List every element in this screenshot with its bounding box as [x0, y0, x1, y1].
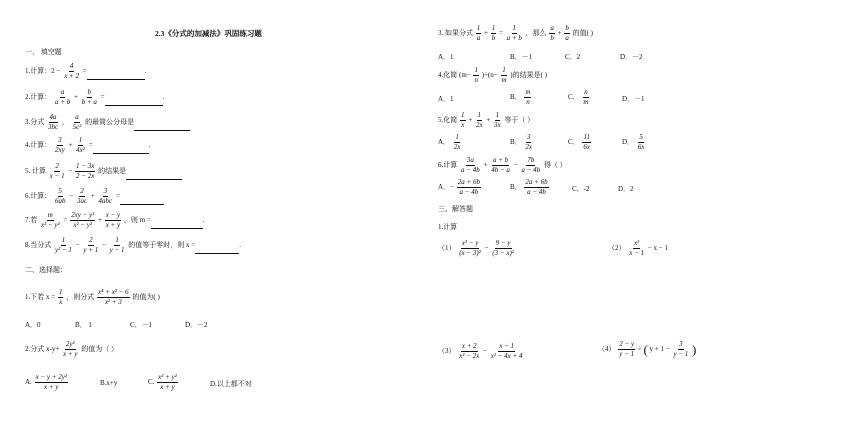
answer-blank	[126, 173, 182, 180]
question-2: 2.计算： $\frac{a}{a + b}$ + $\frac{b}{b + a}$ = .	[25, 88, 165, 106]
fraction: $\frac{1}{x}$	[58, 288, 63, 306]
fraction: $\frac{3}{y - 1}$	[673, 340, 689, 358]
choice-5-option-b: B． $\frac{3}{2x}$	[510, 133, 533, 151]
fraction: $\frac{x - y}{x + y}$	[105, 211, 121, 229]
choice-2-option-b: B.x+y	[100, 379, 118, 387]
choice-6-option-b: B． $\frac{2a + 6b}{a - 4b}$	[510, 178, 548, 196]
answer-blank	[120, 198, 164, 205]
choice-5-option-d: D． $\frac{5}{6x}$	[622, 133, 645, 151]
fraction: $\frac{m}{n}$	[525, 88, 531, 106]
answer-blank	[87, 73, 145, 80]
choice-2-option-c: C. $\frac{\text{x² + y²}}{x + y}$	[148, 373, 177, 391]
choice-4-option-c: C． $\frac{n}{m}$	[568, 88, 589, 106]
choice-2-option-d: D.以上都不对	[210, 380, 252, 388]
fraction: $\frac{\text{x²}}{x - 1}$	[629, 239, 645, 257]
choice-4-option-d: D．－1	[622, 95, 645, 103]
question-8: 8.当分式 $\frac{1}{\text{y² − 1}}$ − $\frac{2}{y + 1}$ − $\frac{1}{y - 1}$ 的值等于零时，则 x = .	[25, 236, 241, 254]
fraction: $\frac{1}{2x}$	[453, 133, 461, 151]
fraction: $\frac{1}{y - 1}$	[109, 236, 125, 254]
fraction: $\frac{a}{\text{5c²}}$	[72, 113, 82, 131]
fraction: $\frac{\text{2xy − y²}}{\text{x² − y²}}$	[71, 211, 95, 229]
section-answer-questions: 三、解答题	[438, 205, 473, 213]
choice-3-option-d: D．－2	[620, 53, 643, 61]
fraction: $\frac{1}{\text{y² − 1}}$	[55, 236, 72, 254]
fraction: $\frac{1}{3x}$	[494, 111, 501, 129]
fraction: $\frac{b}{a}$	[565, 24, 569, 42]
choice-5-option-c: C． $\frac{11}{6x}$	[568, 133, 591, 151]
section-multiple-choice: 二、选择题：	[25, 266, 67, 274]
fraction: $\frac{1}{a}$	[476, 24, 481, 42]
choice-2-option-a: A. $\frac{\text{x − y + 2y²}}{x + y}$	[25, 373, 67, 391]
choice-question-5: 5.化简 $\frac{1}{x}$ + $\frac{1}{2x}$ + $\frac{1}{3x}$ 等于（ ）	[438, 111, 535, 129]
fraction: $\frac{1}{n}$	[474, 66, 478, 84]
problem-3: （3） $\frac{x + 2}{\text{x² − 2x}}$ − $\frac{x - 1}{\text{x² − 4x + 4}}$	[438, 342, 523, 360]
fraction: $\frac{2}{y + 1}$	[83, 236, 99, 254]
fraction: $\frac{\text{x − y + 2y²}}{x + y}$	[35, 373, 67, 391]
fraction: $\frac{3}{2x}$	[525, 133, 533, 151]
question-6: 6.计算： $\frac{5}{6ab}$ − $\frac{2}{3ac}$ + $\frac{3}{\text{4abc}}$ =	[25, 188, 164, 205]
choice-4-option-b: B． $\frac{m}{n}$	[510, 88, 531, 106]
fraction: $\frac{x - 1}{\text{x² − 4x + 4}}$	[490, 342, 523, 360]
fraction: $\frac{3a}{a - 4b}$	[461, 156, 480, 174]
fraction: $\frac{1}{a + b}$	[506, 24, 522, 42]
question-7: 7.若 $\frac{m}{\text{x² − y²}}$ = $\frac{\text{2xy − y²}}{\text{x² − y²}}$ + $\frac{x - y}{x + y}$ ，则 m = .	[25, 211, 205, 229]
fraction: $\frac{1}{\text{4x²}}$	[76, 136, 85, 154]
choice-4-option-a: A．1	[438, 95, 454, 103]
answer-blank	[151, 222, 203, 229]
choice-3-option-c: C．2	[565, 53, 581, 61]
choice-6-option-c: C．-2	[572, 185, 590, 193]
fraction: $\frac{2}{3ac}$	[76, 187, 88, 205]
question-5: 5. 计算 $\frac{2}{x - 1}$ − $\frac{1 - 3x}{2 - 2x}$ 的结果是	[25, 163, 182, 180]
question-4: 4.计算： $\frac{3}{2xy}$ + $\frac{1}{\text{4x²}}$ = .	[25, 136, 151, 154]
choice-3-option-b: B．－1	[510, 53, 533, 61]
choice-question-3: 3. 如果分式 $\frac{1}{a}$ + $\frac{1}{b}$ = $\frac{1}{a + b}$ ，那么 $\frac{a}{b}$ + $\frac{b}{a}$ 的值( )	[438, 24, 594, 42]
section-fill-blank: 一、 填空题	[25, 48, 62, 56]
fraction: $\frac{1}{b}$	[491, 24, 496, 42]
problem-1: （1） $\frac{\text{x² − y}}{\text{(x − 3)²}}$ − $\frac{9 - y}{\text{(3 − x)²}}$	[438, 239, 514, 257]
answer-blank	[195, 247, 239, 254]
fraction: $\frac{1}{x}$	[461, 111, 465, 129]
fraction: $\frac{1}{m}$	[501, 66, 507, 84]
choice-1-option-a: A．0	[25, 321, 41, 329]
fraction: $\frac{\text{2y²}}{x + y}$	[63, 340, 78, 358]
fraction: $\frac{a + b}{4b - a}$	[491, 156, 510, 174]
fraction: $\frac{7b}{a - 4b}$	[521, 156, 541, 174]
problem-2: （2） $\frac{\text{x²}}{x - 1}$ − x − 1	[608, 239, 668, 257]
fraction: $\frac{b}{b + a}$	[81, 88, 97, 106]
fraction: $\frac{2a + 6b}{a - 4b}$	[525, 178, 548, 196]
fraction: $\frac{2}{x - 1}$	[49, 162, 65, 180]
page-title: 2.3《分式的加减法》巩固练习题	[155, 29, 262, 38]
answer-blank	[134, 124, 190, 131]
fraction: $\frac{2a + 6b}{a - 4b}$	[457, 178, 480, 196]
fraction: $\frac{\text{x² + y²}}{x + y}$	[158, 373, 177, 391]
answer-blank	[93, 147, 149, 154]
fraction: $\frac{n}{m}$	[583, 88, 589, 106]
fraction: $\frac{4a}{3bc}$	[48, 113, 59, 131]
choice-1-option-b: B． 1	[75, 321, 92, 329]
choice-5-option-a: A． $\frac{1}{2x}$	[438, 133, 461, 151]
fraction: $\frac{m}{\text{x² − y²}}$	[41, 211, 60, 229]
fraction: $\frac{11}{6x}$	[583, 133, 591, 151]
fraction: $\frac{9 - y}{\text{(3 − x)²}}$	[492, 239, 514, 257]
choice-question-4: 4.化简 (m− $\frac{1}{n}$ )÷(n− $\frac{1}{m}$ )的结果是( )	[438, 66, 547, 84]
fraction: $\frac{5}{6x}$	[637, 133, 645, 151]
fraction: $\frac{2 - y}{y - 1}$	[619, 340, 635, 358]
fraction: $\frac{a}{b}$	[550, 24, 554, 42]
choice-question-6: 6.计算 $\frac{3a}{a - 4b}$ + $\frac{a + b}{4b - a}$ − $\frac{7b}{a - 4b}$ 得（ ）	[438, 156, 567, 174]
problem-4: （4） $\frac{2 - y}{y - 1}$ ÷ ( y + 1 − $\frac{3}{y - 1}$ )	[598, 340, 697, 358]
choice-1-option-d: D．－2	[185, 321, 208, 329]
choice-3-option-a: A．1	[438, 53, 454, 61]
fraction: $\frac{x + 2}{\text{x² − 2x}}$	[459, 342, 480, 360]
fraction: $\frac{3}{2xy}$	[55, 136, 65, 154]
fraction: $\frac{5}{6ab}$	[55, 187, 66, 205]
choice-question-1: 1.下若 x = $\frac{1}{x}$ ，则分式 $\frac{\text{x⁴ + x² − 6}}{\text{x² + 3}}$ 的值为( )	[25, 288, 160, 306]
choice-question-2: 2.分式 x-y+ $\frac{\text{2y²}}{x + y}$ 的值为（ ）	[25, 340, 118, 358]
choice-6-option-a: A．− $\frac{2a + 6b}{a - 4b}$	[438, 178, 480, 196]
fraction: $\frac{1}{2x}$	[475, 111, 483, 129]
fraction: $\frac{a}{a + b}$	[55, 88, 71, 106]
question-3: 3.分式 $\frac{4a}{3bc}$ ， $\frac{a}{\text{5c²}}$ 的最简公分母是	[25, 114, 190, 131]
fraction: $\frac{\text{x⁴ + x² − 6}}{\text{x² + 3}}$	[97, 288, 129, 306]
answer-blank	[105, 99, 163, 106]
fraction: $\frac{\text{x² − y}}{\text{(x − 3)²}}$	[459, 239, 481, 257]
subsection-calculate: 1.计算	[438, 223, 458, 231]
fraction: $\frac{3}{\text{4abc}}$	[98, 187, 113, 205]
question-1: 1.计算：2 − $\frac{4}{x + 2}$ = .	[25, 62, 147, 80]
choice-6-option-d: D．2	[618, 185, 634, 193]
fraction: $\frac{1 - 3x}{2 - 2x}$	[76, 162, 95, 180]
fraction: $\frac{4}{x + 2}$	[64, 62, 80, 80]
choice-1-option-c: C．－1	[130, 321, 153, 329]
